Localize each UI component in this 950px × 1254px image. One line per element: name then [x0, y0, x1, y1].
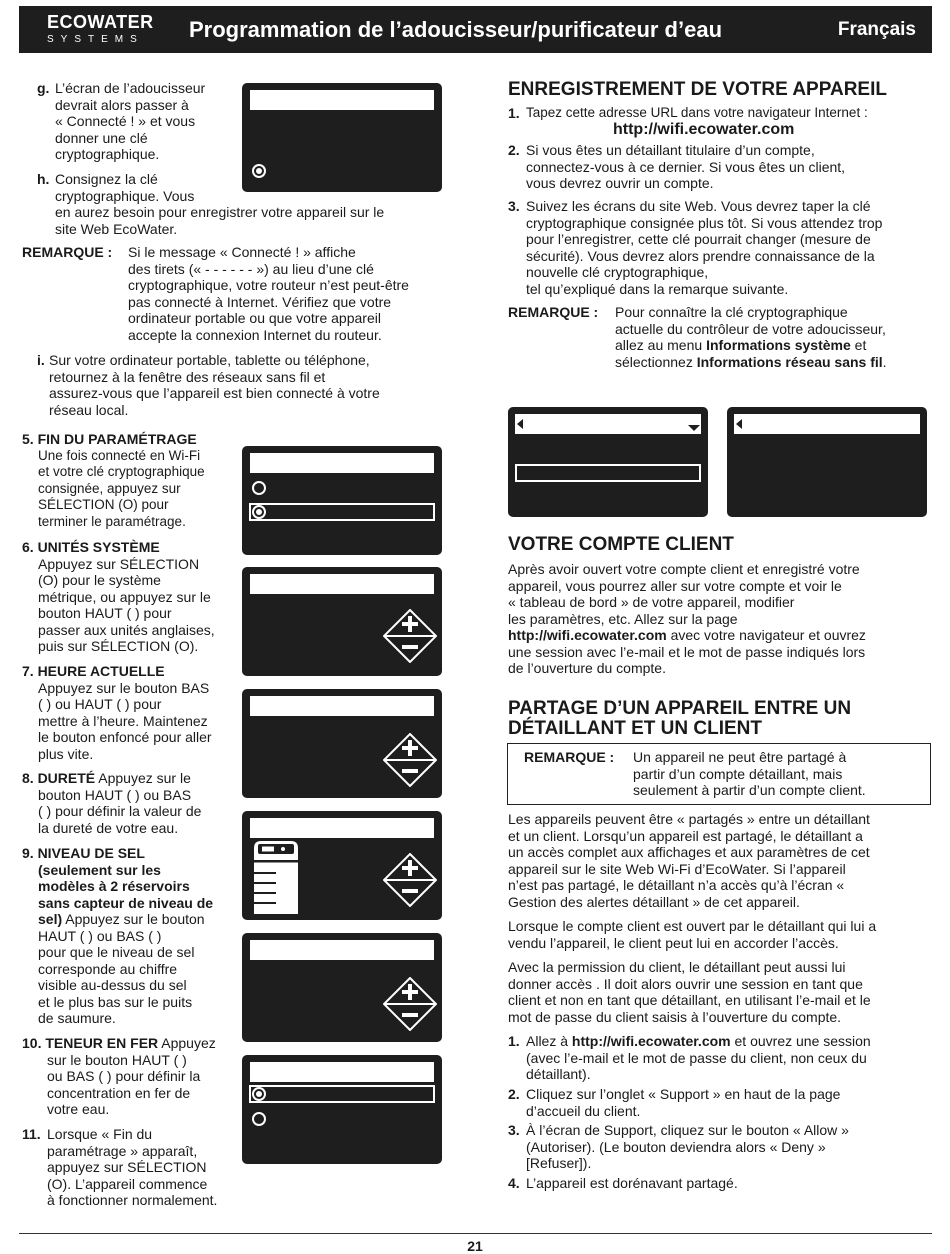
- share-step-3-text: À l’écran de Support, cliquez sur le bouton « Allow » (Autoriser). (Le bouton deviendra alors « Deny » [Refuser]).: [526, 1122, 849, 1171]
- reg-note-label: REMARQUE :: [508, 304, 599, 320]
- share-step-1-label: 1.: [508, 1033, 520, 1049]
- salt-tank-icon: [250, 838, 302, 914]
- step-8-first-line: 8. DURETÉ Appuyez sur le: [22, 770, 191, 786]
- plus-minus-icon: [383, 609, 437, 663]
- share-step-2-label: 2.: [508, 1086, 520, 1102]
- step-h-text: Consignez la clé cryptographique. Vous: [55, 171, 195, 204]
- step-g-text: L’écran de l’adoucisseur devrait alors passer à « Connecté ! » et vous donner une clé cryptographique.: [55, 80, 206, 162]
- step-5-title: 5. FIN DU PARAMÉTRAGE: [22, 431, 197, 447]
- screen-setup-end: [242, 446, 442, 555]
- radio-icon: [252, 481, 266, 495]
- reg-step-3-label: 3.: [508, 198, 520, 214]
- note-text: des tirets (« - - - - - - ») au lieu d’une clé cryptographique, votre routeur n’est peut-être pas connecté à Internet. Vérifiez que votre ordinateur portable ou que votre appareil accepte la connexion Internet du routeur.: [128, 260, 409, 343]
- share-step-1-text: Allez à http://wifi.ecowater.com et ouvrez une session (avec l’e-mail et le mot de passe du client, non ceux du détaillant).: [526, 1033, 871, 1082]
- screen-current-time: [242, 689, 442, 798]
- back-arrow-icon: [736, 419, 742, 429]
- step-g-label: g.: [37, 80, 50, 96]
- share-step-3-label: 3.: [508, 1122, 520, 1138]
- step-8-text: bouton HAUT ( ) ou BAS ( ) pour définir la valeur de la dureté de votre eau.: [38, 786, 202, 836]
- step-6-title: 6. UNITÉS SYSTÈME: [22, 539, 160, 555]
- section-title-registration: ENREGISTREMENT DE VOTRE APPAREIL: [508, 79, 887, 100]
- page-number: 21: [467, 1238, 483, 1254]
- reg-step-2-text: Si vous êtes un détaillant titulaire d’un compte, connectez-vous à ce dernier. Si vous êtes un client, vous devrez ouvrir un compte.: [526, 142, 846, 191]
- page-header: [19, 6, 932, 53]
- section-title-sharing: PARTAGE D’UN APPAREIL ENTRE UN DÉTAILLANT ET UN CLIENT: [508, 698, 852, 739]
- ecowater-logo: [47, 12, 154, 46]
- step-i-label: i.: [37, 352, 45, 368]
- screen-wireless-info: [727, 407, 927, 517]
- screen-connected: [242, 83, 442, 192]
- radio-selected-icon: [252, 164, 266, 178]
- radio-icon: [252, 1112, 266, 1126]
- screen-iron-content: [242, 933, 442, 1042]
- step-h-text-continued: en aurez besoin pour enregistrer votre appareil sur le site Web EcoWater.: [55, 204, 385, 237]
- reg-step-1-label: 1.: [508, 105, 520, 121]
- account-url-link[interactable]: http://wifi.ecowater.com: [508, 627, 667, 643]
- step-i-text: Sur votre ordinateur portable, tablette ou téléphone, retournez à la fenêtre des réseaux sans fil et assurez-vous que l’appareil est bien connecté à votre réseau local.: [49, 352, 380, 418]
- step-7-title: 7. HEURE ACTUELLE: [22, 663, 165, 679]
- step-9-title: 9. NIVEAU DE SEL (seulement sur les modèles à 2 réservoirs sans capteur de niveau de: [22, 845, 214, 911]
- reg-step-2-label: 2.: [508, 142, 520, 158]
- radio-selected-icon: [252, 505, 266, 519]
- level-pointer-icon: [290, 881, 296, 891]
- screen-system-info: [508, 407, 708, 517]
- plus-minus-icon: [383, 733, 437, 787]
- back-arrow-icon: [517, 419, 523, 429]
- sharing-paragraph-1: Les appareils peuvent être « partagés » entre un détaillant et un client. Lorsqu’un appareil est partagé, le détaillant a un accès complet aux affichages et aux paramètres de cet appareil sur le site Web Wi-Fi d’EcoWater. Si l’appareil n’est pas partagé, le détaillant n’a accès qu’à l’écran « Gestion des alertes détaillant » de cet appareil.: [508, 811, 870, 910]
- sharing-note-text: Un appareil ne peut être partagé à partir d’un compte détaillant, mais seulement à partir d’un compte client.: [633, 749, 866, 798]
- registration-url-link[interactable]: http://wifi.ecowater.com: [613, 121, 795, 138]
- reg-step-3-text: Suivez les écrans du site Web. Vous devrez taper la clé cryptographique consignée plus tôt. Si vous attendez trop pour l’enregistrer, cette clé pourrait changer (mesure de sécurité). Vous devrez alors prendre connaissance de la nouvelle clé cryptographique, tel qu’expliqué dans la remarque suivante.: [526, 198, 883, 297]
- step-10-text: sur le bouton HAUT ( ) ou BAS ( ) pour définir la concentration en fer de votre eau.: [47, 1051, 201, 1117]
- reg-step-1-text: Tapez cette adresse URL dans votre navigateur Internet :: [526, 105, 868, 120]
- language-label: Français: [837, 19, 916, 40]
- note-label: REMARQUE :: [22, 244, 113, 260]
- page-title: Programmation de l’adoucisseur/purificateur d’eau: [189, 17, 723, 42]
- reg-note-text: Pour connaître la clé cryptographique actuelle du contrôleur de votre adoucisseur, allez au menu Informations système et sélectionnez Informations réseau sans fil.: [615, 304, 887, 370]
- footer-divider: [19, 1233, 932, 1234]
- step-6-text: Appuyez sur SÉLECTION (O) pour le système métrique, ou appuyez sur le bouton HAUT ( ) pour passer aux unités anglaises, puis sur SÉLECTION (O).: [38, 555, 215, 654]
- logo-sub-text: SYSTEMS: [47, 34, 144, 45]
- step-11-label: 11.: [22, 1126, 41, 1142]
- section-title-customer-account: VOTRE COMPTE CLIENT: [508, 534, 734, 555]
- chevron-down-icon: [688, 425, 700, 431]
- logo-main-text: ECOWATER: [47, 12, 154, 32]
- share-url-link[interactable]: http://wifi.ecowater.com: [571, 1033, 731, 1049]
- screen-setup-finish: [242, 1055, 442, 1164]
- step-10-first-line: 10. TENEUR EN FER Appuyez: [22, 1035, 216, 1051]
- share-step-2-text: Cliquez sur l’onglet « Support » en haut de la page d’accueil du client.: [526, 1086, 841, 1119]
- screen-hardness-salt: [242, 811, 442, 920]
- step-9-text: HAUT ( ) ou BAS ( ) pour que le niveau de sel corresponde au chiffre visible au-dessus du sel et le plus bas sur le puits de saumure.: [38, 927, 195, 1026]
- step-11-text: Lorsque « Fin du paramétrage » apparaît, appuyez sur SÉLECTION (O). L’appareil commence à fonctionner normalement.: [47, 1126, 218, 1208]
- plus-minus-icon: [383, 853, 437, 907]
- screen-system-units: [242, 567, 442, 676]
- sharing-note-label: REMARQUE :: [524, 749, 615, 765]
- plus-minus-icon: [383, 977, 437, 1031]
- step-7-text: Appuyez sur le bouton BAS ( ) ou HAUT ( ) pour mettre à l’heure. Maintenez le bouton enfoncé pour aller plus vite.: [38, 679, 212, 762]
- step-h-label: h.: [37, 171, 50, 187]
- radio-selected-icon: [252, 1087, 266, 1101]
- share-step-4-text: L’appareil est dorénavant partagé.: [526, 1175, 738, 1191]
- share-step-4-label: 4.: [508, 1175, 520, 1191]
- sharing-paragraph-3: Avec la permission du client, le détaillant peut aussi lui donner accès . Il doit alors ouvrir une session en tant que client et non en tant que détaillant, en utilisant l’e-mail et le mot de passe du client saisis à l’ouverture du compte.: [508, 959, 871, 1025]
- note-first-line: Si le message « Connecté ! » affiche: [128, 244, 356, 260]
- customer-account-text: Après avoir ouvert votre compte client et enregistré votre appareil, vous pourrez aller sur votre compte et voir le « tableau de bord » de votre appareil, modifier les paramètres, etc. Allez sur la page http://wifi.ecowater.com avec votre navigateur et ouvrez une session avec l’e-mail et le mot de passe indiqués lors de l’ouverture du compte.: [508, 561, 866, 676]
- sharing-paragraph-2: Lorsque le compte client est ouvert par le détaillant qui lui a vendu l’appareil, le client peut lui en accorder l’accès.: [508, 918, 877, 951]
- step-5-text: Une fois connecté en Wi-Fi et votre clé cryptographique consignée, appuyez sur SÉLECTION (O) pour terminer le paramétrage.: [38, 447, 205, 529]
- step-9-fifth-line: sel) Appuyez sur le bouton: [38, 911, 205, 927]
